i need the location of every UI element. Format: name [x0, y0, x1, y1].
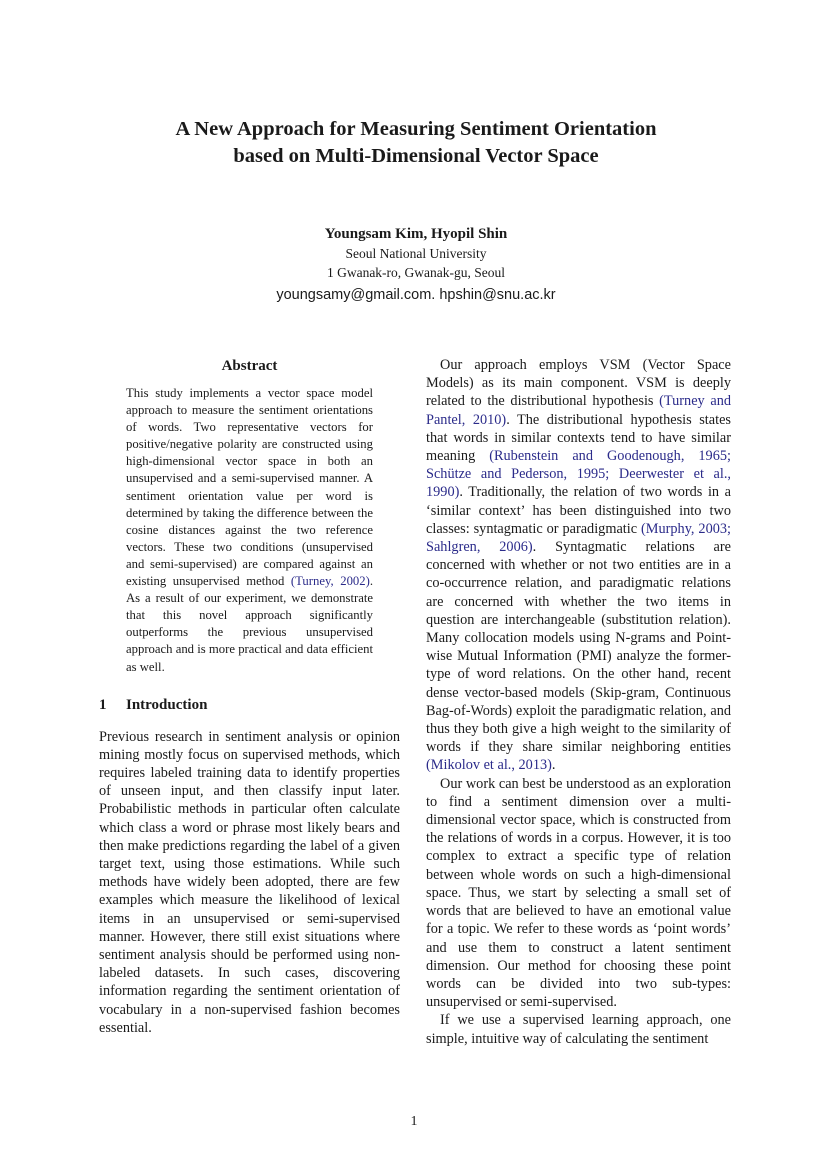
- abstract-text-part: . As a result of our experiment, we demonstrate that this novel approach significantly outperforms the previous unsupervised approach and is more practical and data efficient as well.: [126, 574, 373, 674]
- abstract-heading: Abstract: [221, 358, 278, 374]
- body-text: . Traditionally, the relation of two words in a ‘similar context’ has been distinguished into two classes: syntagmatic or paradigmatic: [426, 484, 731, 537]
- citation-link[interactable]: (Turney, 2002): [290, 574, 370, 589]
- body-paragraph: Our work can best be understood as an exploration to find a sentiment dimension over a multi-dimensional vector space, which is constructed from the relations of words in a corpus. However, it is too complex to extract a specific type of relation between whole words on such a high-dimensional space. Thus, we start by selecting a small set of words that are believed to have an emotional value for a topic. We refer to these words as ‘point words’ and use them to construct a latent sentiment dimension. Our method for choosing these point words can be divided into two sub-types: unsupervised or semi-supervised.: [426, 775, 731, 1011]
- body-text: . The distributional hypothesis states that words in similar contexts tend to have similar meaning: [426, 411, 731, 465]
- title-line-1: A New Approach for Measuring Sentiment Orientation: [175, 118, 657, 140]
- address: 1 Gwanak-ro, Gwanak-gu, Seoul: [326, 265, 506, 280]
- section-title: Introduction: [126, 696, 208, 713]
- affiliation: Seoul National University: [345, 246, 487, 261]
- body-text: . Syntagmatic relations are concerned with whether or not two entities are in a co-occurrence relation, and paradigmatic relations are concerned with whether the two items in question are interchangeable (substitution relation). Many collocation models using N-grams and Point-wise Mutual Information (PMI) analyze the former-type of word relations. On the other hand, recent dense vector-based models (Skip-gram, Continuous Bag-of-Words) exploit the paradigmatic relation, and thus they both give a high weight to the similarity of words if they share similar neighboring entities: [426, 539, 732, 756]
- author-block: [100, 225, 732, 306]
- citation-link[interactable]: (Rubenstein and Goodenough, 1965; Schütze and Pederson, 1995; Deerwester et al., 1990): [426, 448, 731, 501]
- right-column: [426, 356, 731, 1048]
- author-emails: youngsamy@gmail.com. hpshin@snu.ac.kr: [276, 287, 556, 303]
- body-text: .: [551, 757, 556, 774]
- citation-link[interactable]: (Mikolov et al., 2013): [426, 757, 552, 774]
- section-heading: [99, 695, 400, 715]
- title-line-2: based on Multi-Dimensional Vector Space: [233, 145, 599, 167]
- body-text: Our approach employs VSM (Vector Space Models) as its main component. VSM is deeply related to the distributional hypothesis: [426, 357, 731, 410]
- citation-link[interactable]: (Turney and Pantel, 2010): [426, 393, 731, 428]
- section-number: 1: [99, 696, 107, 713]
- author-names: Youngsam Kim, Hyopil Shin: [324, 226, 508, 242]
- citation-link[interactable]: (Murphy, 2003; Sahlgren, 2006): [426, 520, 731, 556]
- page-number: 1: [410, 1114, 418, 1129]
- intro-paragraph: Previous research in sentiment analysis or opinion mining mostly focus on supervised methods, which requires labeled training data to identify properties of unseen input, and then classify input later. Probabilistic methods in particular often calculate which class a word or phrase most likely bears and then make predictions regarding the label of a given target text, using those estimations. While such methods have widely been adopted, there are few examples which measure the likelihood of lexical items in an unsupervised or semi-supervised manner. However, there still exist situations where sentiment analysis should be performed using non-labeled datasets. In such cases, discovering information regarding the sentiment orientation of vocabulary in a non-supervised fashion becomes essential.: [99, 728, 400, 1036]
- body-paragraph: If we use a supervised learning approach, one simple, intuitive way of calculating the sentiment: [426, 1012, 731, 1047]
- abstract-text: [126, 385, 373, 676]
- body-paragraph: [426, 356, 731, 775]
- abstract-text-part: This study implements a vector space model approach to measure the sentiment orientations of words. Two representative vectors for positive/negative polarity are constructed using high-dimensional vector space in both an unsupervised and a semi-supervised manner. A sentiment orientation value per word is determined by taking the difference between the cosine distances against the two reference vectors. These two conditions (unsupervised and semi-supervised) are compared against an existing unsupervised method: [126, 386, 373, 589]
- left-column: [99, 356, 400, 1037]
- paper-title: [100, 116, 732, 170]
